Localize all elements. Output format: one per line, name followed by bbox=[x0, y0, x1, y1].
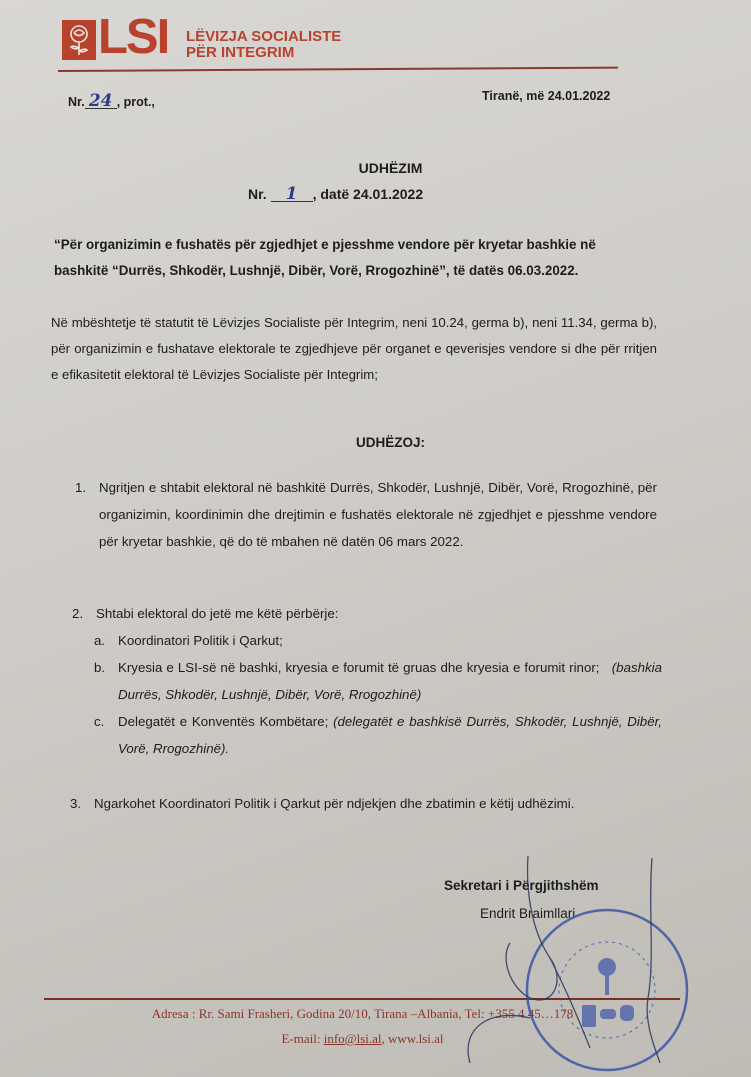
sub-item-letter: c. bbox=[94, 714, 105, 729]
item-number: 2. bbox=[72, 606, 84, 621]
organization-name bbox=[186, 29, 341, 61]
header-divider bbox=[58, 67, 618, 72]
subject-line1: “Për organizimin e fushatës për zgjedhjet e pjesshme vendore për kryetar bashkie në bbox=[54, 237, 596, 252]
sub-item-letter: b. bbox=[94, 660, 106, 675]
org-name-line2: PËR INTEGRIM bbox=[186, 44, 295, 61]
item-number: 1. bbox=[75, 480, 87, 495]
protocol-suffix: , prot., bbox=[116, 95, 155, 109]
signatory-name: Endrit Braimllari bbox=[480, 906, 576, 921]
sub-item bbox=[94, 708, 662, 762]
email-link[interactable]: info@lsi.al bbox=[323, 1031, 382, 1046]
sub-item bbox=[94, 654, 663, 708]
org-name-line1: LËVIZJA SOCIALISTE bbox=[186, 28, 342, 45]
item-text: Shtabi elektoral do jetë me këtë përbërje: bbox=[96, 606, 339, 621]
sub-item-text: Koordinatori Politik i Qarkut; bbox=[118, 633, 283, 648]
sub-item-note: (delegatët e bashkisë Durrës, Shkodër, Lushnjë, Dibër, Vorë, Rrogozhinë). bbox=[118, 714, 662, 756]
number-handwritten: 1 bbox=[271, 187, 313, 202]
sub-item-text: Delegatët e Konventës Kombëtare; bbox=[118, 714, 329, 729]
email-label: E-mail: bbox=[281, 1031, 324, 1046]
website-link[interactable]: www.lsi.al bbox=[388, 1031, 444, 1046]
subject-line2: bashkitë “Durrës, Shkodër, Lushnjë, Dibër, Vorë, Rrogozhinë”, të datës 06.03.2022. bbox=[54, 263, 579, 278]
list-item bbox=[72, 600, 662, 762]
protocol-handwritten-number: 24 bbox=[85, 94, 117, 109]
item-number: 3. bbox=[70, 796, 82, 811]
list-item bbox=[70, 790, 690, 817]
document-number bbox=[248, 186, 423, 202]
preamble: Në mbështetje të statutit të Lëvizjes Socialiste për Integrim, neni 10.24, germa b), neni 11.34, germa b), për organizimin e fushatave elektorale te zgjedhjeve për organet e qeverisjes vendore si dhe për rritjen e efikasitetit elektoral të Lëvizjes Socialiste për Integrim; bbox=[51, 315, 657, 382]
number-suffix: , datë 24.01.2022 bbox=[312, 186, 424, 202]
subject bbox=[54, 232, 694, 284]
footer-address: Adresa : Rr. Sami Frasheri, Godina 20/10, Tirana –Albania, Tel: +355 4 45…178 bbox=[151, 1006, 574, 1021]
signatory-title: Sekretari i Përgjithshëm bbox=[444, 878, 599, 893]
number-prefix: Nr. bbox=[248, 186, 267, 202]
protocol-prefix: Nr. bbox=[68, 95, 85, 109]
directive-heading: UDHËZOJ: bbox=[355, 435, 425, 450]
place-date: Tiranë, më 24.01.2022 bbox=[482, 89, 611, 103]
sub-item-letter: a. bbox=[94, 633, 106, 648]
list-item bbox=[75, 474, 657, 555]
contact-separator: , bbox=[381, 1031, 389, 1046]
logo-wordmark: LSI bbox=[98, 10, 169, 64]
rose-logo-icon bbox=[62, 20, 96, 60]
protocol-number bbox=[68, 91, 155, 111]
item-text: Ngarkohet Koordinatori Politik i Qarkut për ndjekjen dhe zbatimin e këtij udhëzimi. bbox=[94, 796, 575, 811]
sub-item-text: Kryesia e LSI-së në bashki, kryesia e forumit të gruas dhe kryesia e forumit rinor; bbox=[118, 660, 600, 675]
sub-item-note: (bashkia Durrës, Shkodër, Lushnjë, Dibër, Vorë, Rrogozhinë) bbox=[118, 660, 663, 702]
item-text: Ngritjen e shtabit elektoral në bashkitë Durrës, Shkodër, Lushnjë, Dibër, Vorë, Rrogozhinë, për organizimin, koordinimin dhe drejtimin e fushatës elektorale në zgjedhjet e pjesshme vendore për kryetar bashkie, që do të mbahen në datën 06 mars 2022. bbox=[99, 480, 657, 549]
document-title: UDHËZIM bbox=[358, 160, 423, 176]
sub-item bbox=[94, 627, 662, 654]
handwritten-signature-icon bbox=[430, 848, 690, 1068]
